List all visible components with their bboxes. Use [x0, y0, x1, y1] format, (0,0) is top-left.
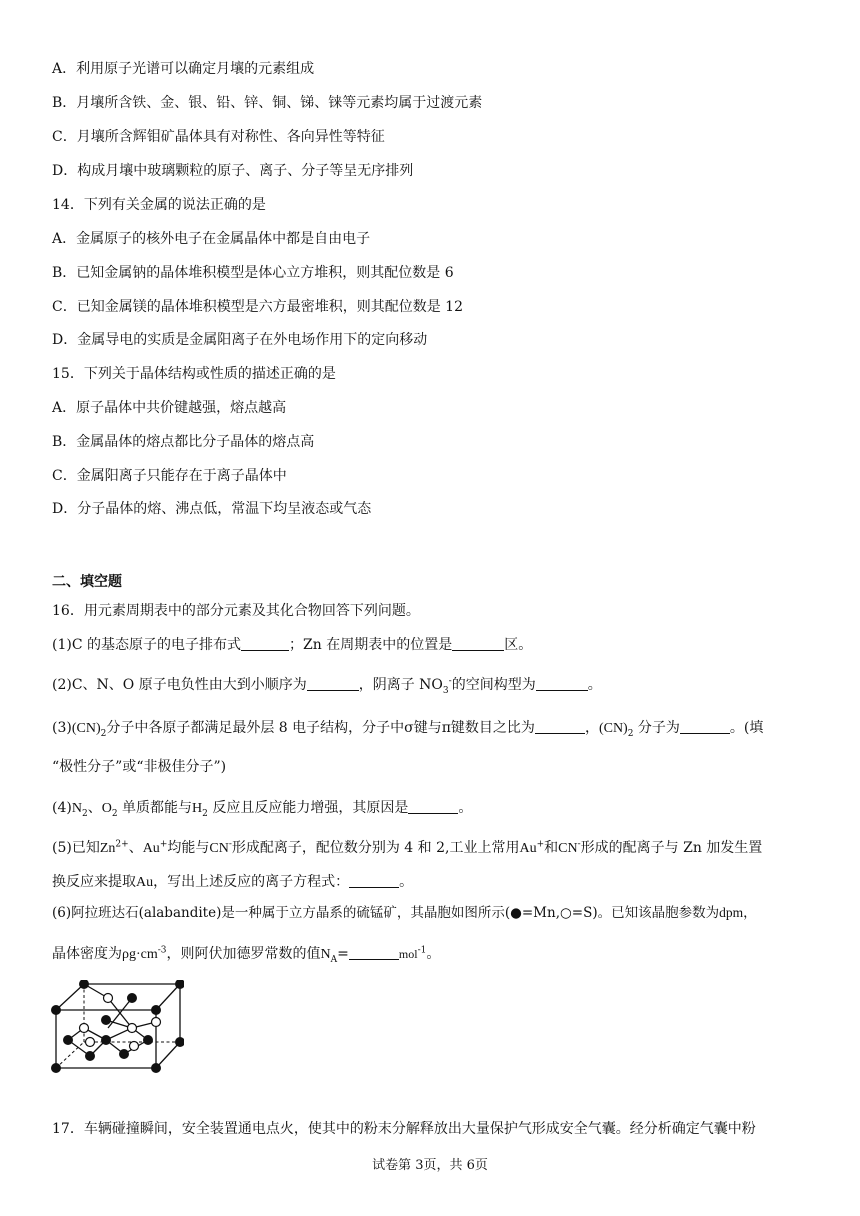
q13-option-a: A．利用原子光谱可以确定月壤的元素组成 [52, 61, 315, 77]
q16-part2: (2)C、N、O 原子电负性由大到小顺序为 ，阴离子 $NO_3^-$的空间构型为 。 [52, 676, 602, 696]
q16-part5-line1: (5)已知$Zn^{2+}$、Au+均能与CN-形成配离子，配位数分别为 4 和 2,工业上常用Au+和CN-形成的配离子与 Zn 加发生置 [52, 839, 763, 856]
q15-option-a: A．原子晶体中共价键越强，熔点越高 [52, 400, 287, 416]
q17-stem: 17．车辆碰撞瞬间，安全装置通电点火，使其中的粉末分解释放出大量保护气形成安全气囊。经分析确定气囊中粉 [52, 1121, 756, 1137]
q13-option-c: C．月壤所含辉钼矿晶体具有对称性、各向异性等特征 [52, 129, 385, 145]
q15-stem: 15．下列关于晶体结构或性质的描述正确的是 [52, 366, 336, 382]
q16-part6-line2: 晶体密度为$\rho g\cdot cm^{-3}$，则阿伏加德罗常数的值$N_A= mol^{-1}$。 [52, 945, 441, 965]
q15-option-c: C．金属阳离子只能存在于离子晶体中 [52, 468, 287, 484]
q15-option-b: B．金属晶体的熔点都比分子晶体的熔点高 [52, 434, 315, 450]
answer-blank[interactable] [408, 799, 458, 814]
q13-option-b: B．月壤所含铁、金、银、铅、锌、铜、锑、铼等元素均属于过渡元素 [52, 95, 483, 111]
answer-blank[interactable] [536, 676, 588, 691]
answer-blank[interactable] [680, 719, 730, 734]
q14-option-b: B．已知金属钠的晶体堆积模型是体心立方堆积，则其配位数是 6 [52, 265, 454, 281]
q14-option-c: C．已知金属镁的晶体堆积模型是六方最密堆积，则其配位数是 12 [52, 299, 463, 315]
section-heading: 二、填空题 [52, 574, 122, 590]
q13-option-d: D．构成月壤中玻璃颗粒的原子、离子、分子等呈无序排列 [52, 163, 414, 179]
q14-stem: 14．下列有关金属的说法正确的是 [52, 197, 266, 213]
answer-blank[interactable] [535, 719, 585, 734]
page-footer: 试卷第 3页，共 6页 [372, 1158, 488, 1173]
q16-part4: $(4)N_2$、$O_2$ 单质都能与$H_2$ 反应且反应能力增强，其原因是 。 [52, 800, 473, 819]
crystal-cell-figure [50, 980, 184, 1074]
answer-blank[interactable] [452, 636, 504, 651]
answer-blank[interactable] [349, 873, 399, 888]
q14-option-a: A．金属原子的核外电子在金属晶体中都是自由电子 [52, 231, 371, 247]
answer-blank[interactable] [241, 636, 289, 651]
answer-blank[interactable] [349, 945, 399, 960]
q16-part6-line1: (6)阿拉班达石(alabandite)是一种属于立方晶系的硫锰矿，其晶胞如图所示(●=Mn,○=S)。已知该晶胞参数为dpm， [52, 905, 757, 921]
q14-option-d: D．金属导电的实质是金属阳离子在外电场作用下的定向移动 [52, 332, 428, 348]
answer-blank[interactable] [307, 676, 359, 691]
q16-part3: $(3)(CN)_2$分子中各原子都满足最外层 8 电子结构，分子中σ键与π键数目之比为 ，$(CN)_2$ 分子为 。(填 [52, 720, 764, 739]
q16-part1: (1)C 的基态原子的电子排布式 ；Zn 在周期表中的位置是 区。 [52, 637, 533, 653]
q15-option-d: D．分子晶体的熔、沸点低，常温下均呈液态或气态 [52, 501, 372, 517]
q16-stem: 16．用元素周期表中的部分元素及其化合物回答下列问题。 [52, 603, 420, 619]
q16-part5-line2: 换反应来提取Au，写出上述反应的离子方程式： 。 [52, 874, 414, 890]
q16-part3-hint: “极性分子”或“非极佳分子”) [52, 759, 227, 775]
